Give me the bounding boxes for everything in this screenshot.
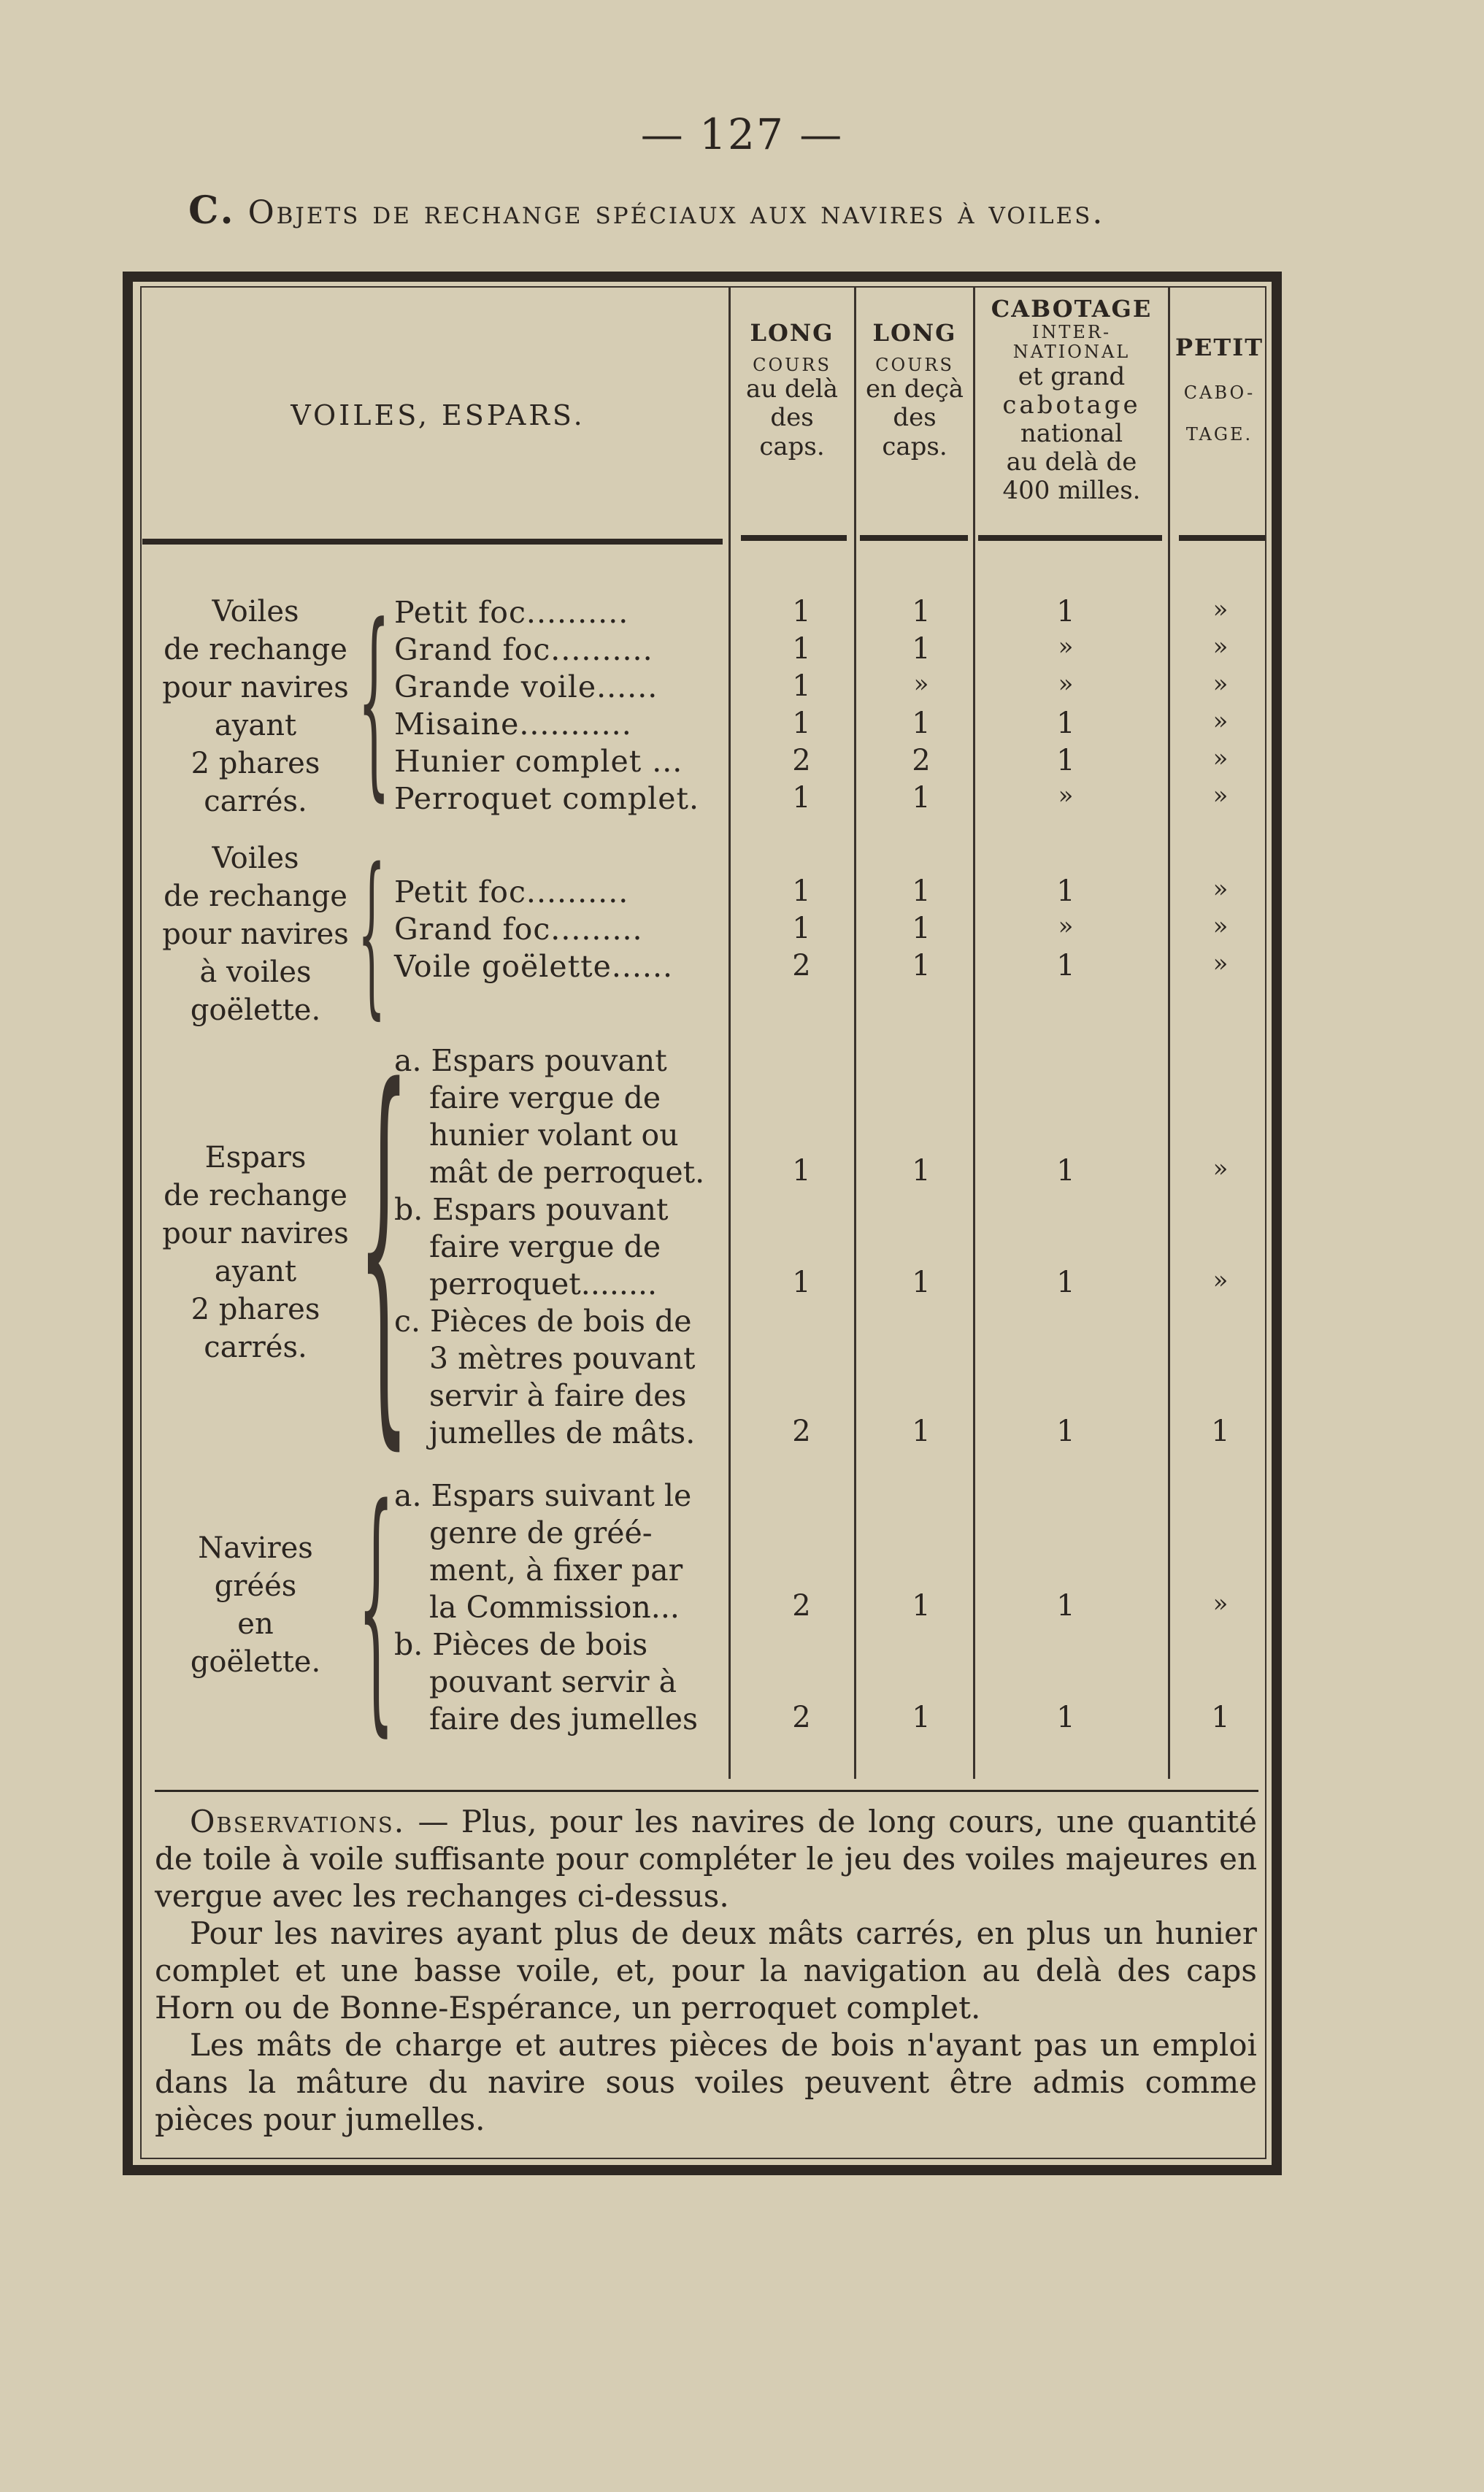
brace: { — [358, 1453, 395, 1758]
table-cell-value: 1 — [912, 1266, 931, 1299]
table-cell-value: 1 — [792, 632, 811, 666]
item-name: Hunier complet ... — [394, 744, 683, 779]
item-name: Petit foc.......... — [394, 595, 629, 630]
brace: { — [358, 1007, 410, 1482]
header-long-cours-beyond: LONG COURS au delà des caps. — [745, 319, 838, 461]
table-cell-value: » — [1212, 1266, 1229, 1295]
group-label: Espars de rechange pour navires ayant 2 phares carrés. — [162, 1141, 349, 1364]
table-cell-value: 1 — [1056, 707, 1075, 740]
page-number: — 127 — — [640, 109, 844, 159]
col-divider — [854, 286, 856, 1779]
section-title-text: Objets de rechange spéciaux aux navires à voiles. — [247, 194, 1105, 231]
item-name: Grand foc.......... — [394, 632, 653, 667]
table-cell-value: 2 — [792, 1701, 811, 1734]
table-cell-value: 1 — [1211, 1701, 1230, 1734]
table-cell-value: 1 — [792, 707, 811, 740]
header-rule — [142, 539, 723, 545]
table-cell-value: » — [1058, 669, 1074, 699]
table-cell-value: » — [1058, 632, 1074, 661]
table-cell-value: 2 — [792, 744, 811, 777]
table-cell-value: 1 — [1211, 1415, 1230, 1448]
table-cell-value: 1 — [1056, 1589, 1075, 1623]
table-cell-value: » — [1212, 912, 1229, 941]
group-label: Voiles de rechange pour navires ayant 2 phares carrés. — [162, 595, 349, 818]
table-cell-value: 1 — [1056, 1415, 1075, 1448]
table-cell-value: 1 — [1056, 1701, 1075, 1734]
table-cell-value: » — [1058, 781, 1074, 810]
header-rule — [1179, 535, 1265, 541]
table-cell-value: 1 — [1056, 874, 1075, 908]
header-petit-cabotage: PETIT CABO- TAGE. — [1174, 334, 1264, 445]
table-cell-value: 1 — [912, 781, 931, 815]
table-cell-value: » — [913, 669, 929, 699]
item-name: b. Pièces de bois pouvant servir à faire des jumelles — [394, 1627, 698, 1737]
table-cell-value: 1 — [912, 1701, 931, 1734]
observations-p2: Pour les navires ayant plus de deux mâts carrés, en plus un hunier complet et une basse voile, et, pour la navigation au delà des caps Horn ou de Bonne-Espérance, un perroquet complet. — [155, 1915, 1257, 2026]
item-name: Petit foc.......... — [394, 874, 629, 909]
observations-p1 — [155, 1803, 1257, 1915]
table-cell-value: 1 — [792, 669, 811, 703]
table-cell-value: 1 — [912, 949, 931, 982]
observations-rule — [155, 1790, 1258, 1792]
table-cell-value: 1 — [912, 595, 931, 628]
item-name: Grand foc......... — [394, 912, 643, 947]
table-cell-value: 1 — [1056, 1154, 1075, 1188]
table-cell-value: » — [1212, 1154, 1229, 1183]
header-category: VOILES, ESPARS. — [291, 399, 585, 431]
table-cell-value: 1 — [912, 912, 931, 945]
table-cell-value: 1 — [912, 707, 931, 740]
table-cell-value: 1 — [792, 781, 811, 815]
table-cell-value: 1 — [792, 912, 811, 945]
table-cell-value: » — [1212, 781, 1229, 810]
table-cell-value: » — [1212, 632, 1229, 661]
header-rule — [978, 535, 1162, 541]
table-cell-value: » — [1212, 595, 1229, 624]
header-cabotage-international: CABOTAGE INTER- NATIONAL et grand cabotage national au delà de 400 milles. — [991, 295, 1153, 506]
table-cell-value: 2 — [792, 949, 811, 982]
group-label: Navires gréés en goëlette. — [190, 1531, 321, 1679]
table-cell-value: 1 — [912, 1589, 931, 1623]
table-cell-value: 2 — [912, 744, 931, 777]
brace: { — [358, 831, 386, 1035]
item-name: a. Espars pouvant faire vergue de hunier volant ou mât de perroquet. — [394, 1043, 705, 1190]
table-cell-value: » — [1212, 1589, 1229, 1618]
table-cell-value: 1 — [1056, 744, 1075, 777]
item-name: Misaine........... — [394, 707, 632, 742]
table-cell-value: » — [1212, 669, 1229, 699]
header-long-cours-within: LONG COURS en deçà des caps. — [865, 319, 964, 461]
header-rule — [741, 535, 847, 541]
item-name: Grande voile...... — [394, 669, 658, 704]
table-cell-value: 1 — [792, 874, 811, 908]
item-name: a. Espars suivant le genre de gréé- ment, à fixer par la Commission... — [394, 1478, 692, 1625]
item-name: Perroquet complet. — [394, 781, 699, 816]
col-divider — [973, 286, 975, 1779]
item-name: b. Espars pouvant faire vergue de perroquet........ — [394, 1192, 669, 1301]
table-cell-value: 2 — [792, 1415, 811, 1448]
col-divider — [1168, 286, 1170, 1779]
table-cell-value: 1 — [912, 1415, 931, 1448]
table-cell-value: 1 — [792, 595, 811, 628]
table-cell-value: 1 — [1056, 1266, 1075, 1299]
table-cell-value: 1 — [1056, 949, 1075, 982]
table-cell-value: » — [1212, 874, 1229, 904]
table-cell-value: 1 — [912, 874, 931, 908]
observations — [155, 1803, 1257, 2138]
item-name: Voile goëlette...... — [394, 949, 674, 984]
section-letter: C. — [188, 188, 236, 233]
table-cell-value: » — [1212, 744, 1229, 773]
table-cell-value: » — [1058, 912, 1074, 941]
table-cell-value: 1 — [792, 1154, 811, 1188]
observations-label: Observations. — [190, 1804, 406, 1839]
table-cell-value: 1 — [792, 1266, 811, 1299]
header-rule — [860, 535, 968, 541]
table-cell-value: 2 — [792, 1589, 811, 1623]
group-label: Voiles de rechange pour navires à voiles goëlette. — [162, 842, 349, 1027]
observations-text-1: — Plus, pour les navires de long cours, une quantité de toile à voile suffisante pour compléter le jeu des voiles majeures en vergue avec les rechanges ci-dessus. — [155, 1804, 1257, 1914]
table-cell-value: 1 — [1056, 595, 1075, 628]
table-cell-value: » — [1212, 949, 1229, 978]
item-name: c. Pièces de bois de 3 mètres pouvant servir à faire des jumelles de mâts. — [394, 1304, 696, 1450]
brace: { — [358, 582, 391, 820]
table-cell-value: » — [1212, 707, 1229, 736]
section-title — [188, 188, 1283, 233]
table-cell-value: 1 — [912, 632, 931, 666]
table-cell-value: 1 — [912, 1154, 931, 1188]
observations-p3: Les mâts de charge et autres pièces de bois n'ayant pas un emploi dans la mâture du navire sous voiles peuvent être admis comme pièces pour jumelles. — [155, 2027, 1257, 2137]
